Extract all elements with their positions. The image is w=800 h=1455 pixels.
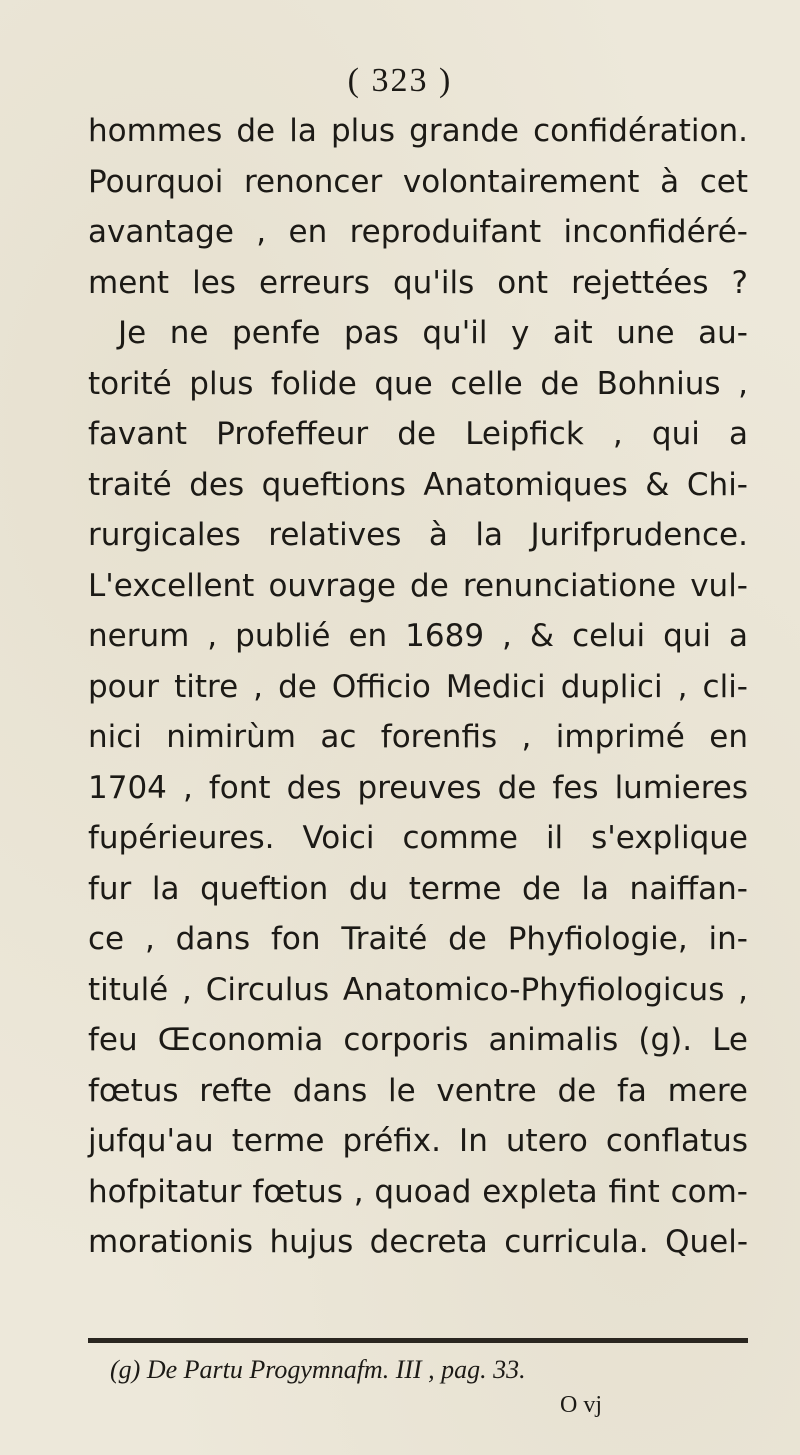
text-line: fœtus refte dans le ventre de fa mere [88,1072,748,1109]
text-line: titulé , Circulus Anatomico-Phyfiologicus , [88,971,748,1008]
text-line: morationis hujus decreta curricula. Quel- [88,1224,748,1260]
text-line: Je ne penfe pas qu'il y ait une au- [118,315,748,351]
text-line: pour titre , de Officio Medici duplici , cli- [88,668,748,705]
footnote-rule [88,1338,748,1343]
text-line: favant Profeffeur de Leipfick , qui a [88,416,748,452]
text-line: L'excellent ouvrage de renunciatione vul- [88,567,748,604]
text-line: Pourquoi renoncer volontairement à cet [88,163,748,200]
text-line: hofpitatur fœtus , quoad expleta fint com- [88,1173,748,1210]
text-line: ment les erreurs qu'ils ont rejettées ? [88,264,748,301]
text-line: fur la queftion du terme de la naiffan- [88,870,748,907]
footnote: (g) De Partu Progymnafm. III , pag. 33. [110,1355,526,1384]
text-line: ce , dans fon Traité de Phyfiologie, in- [88,921,748,957]
text-line: avantage , en reproduifant inconfidéré- [88,214,748,250]
text-line: nerum , publié en 1689 , & celui qui a [88,618,748,654]
text-line: jufqu'au terme préfix. In utero conflatus [88,1123,748,1159]
signature-mark: O vj [560,1392,602,1418]
body-text [88,106,748,1268]
text-line: nici nimirùm ac forenfis , imprimé en [88,719,748,755]
text-line: rurgicales relatives à la Jurifprudence. [88,517,748,553]
text-line: hommes de la plus grande confidération. [88,113,748,149]
page-number: ( 323 ) [347,62,453,99]
text-line: fupérieures. Voici comme il s'explique [88,820,748,856]
text-line: 1704 , font des preuves de fes lumieres [88,769,748,806]
text-line: feu Œconomia corporis animalis (g). Le [88,1022,748,1058]
text-line: torité plus folide que celle de Bohnius , [88,365,748,402]
text-line: traité des queftions Anatomiques & Chi- [88,466,748,503]
